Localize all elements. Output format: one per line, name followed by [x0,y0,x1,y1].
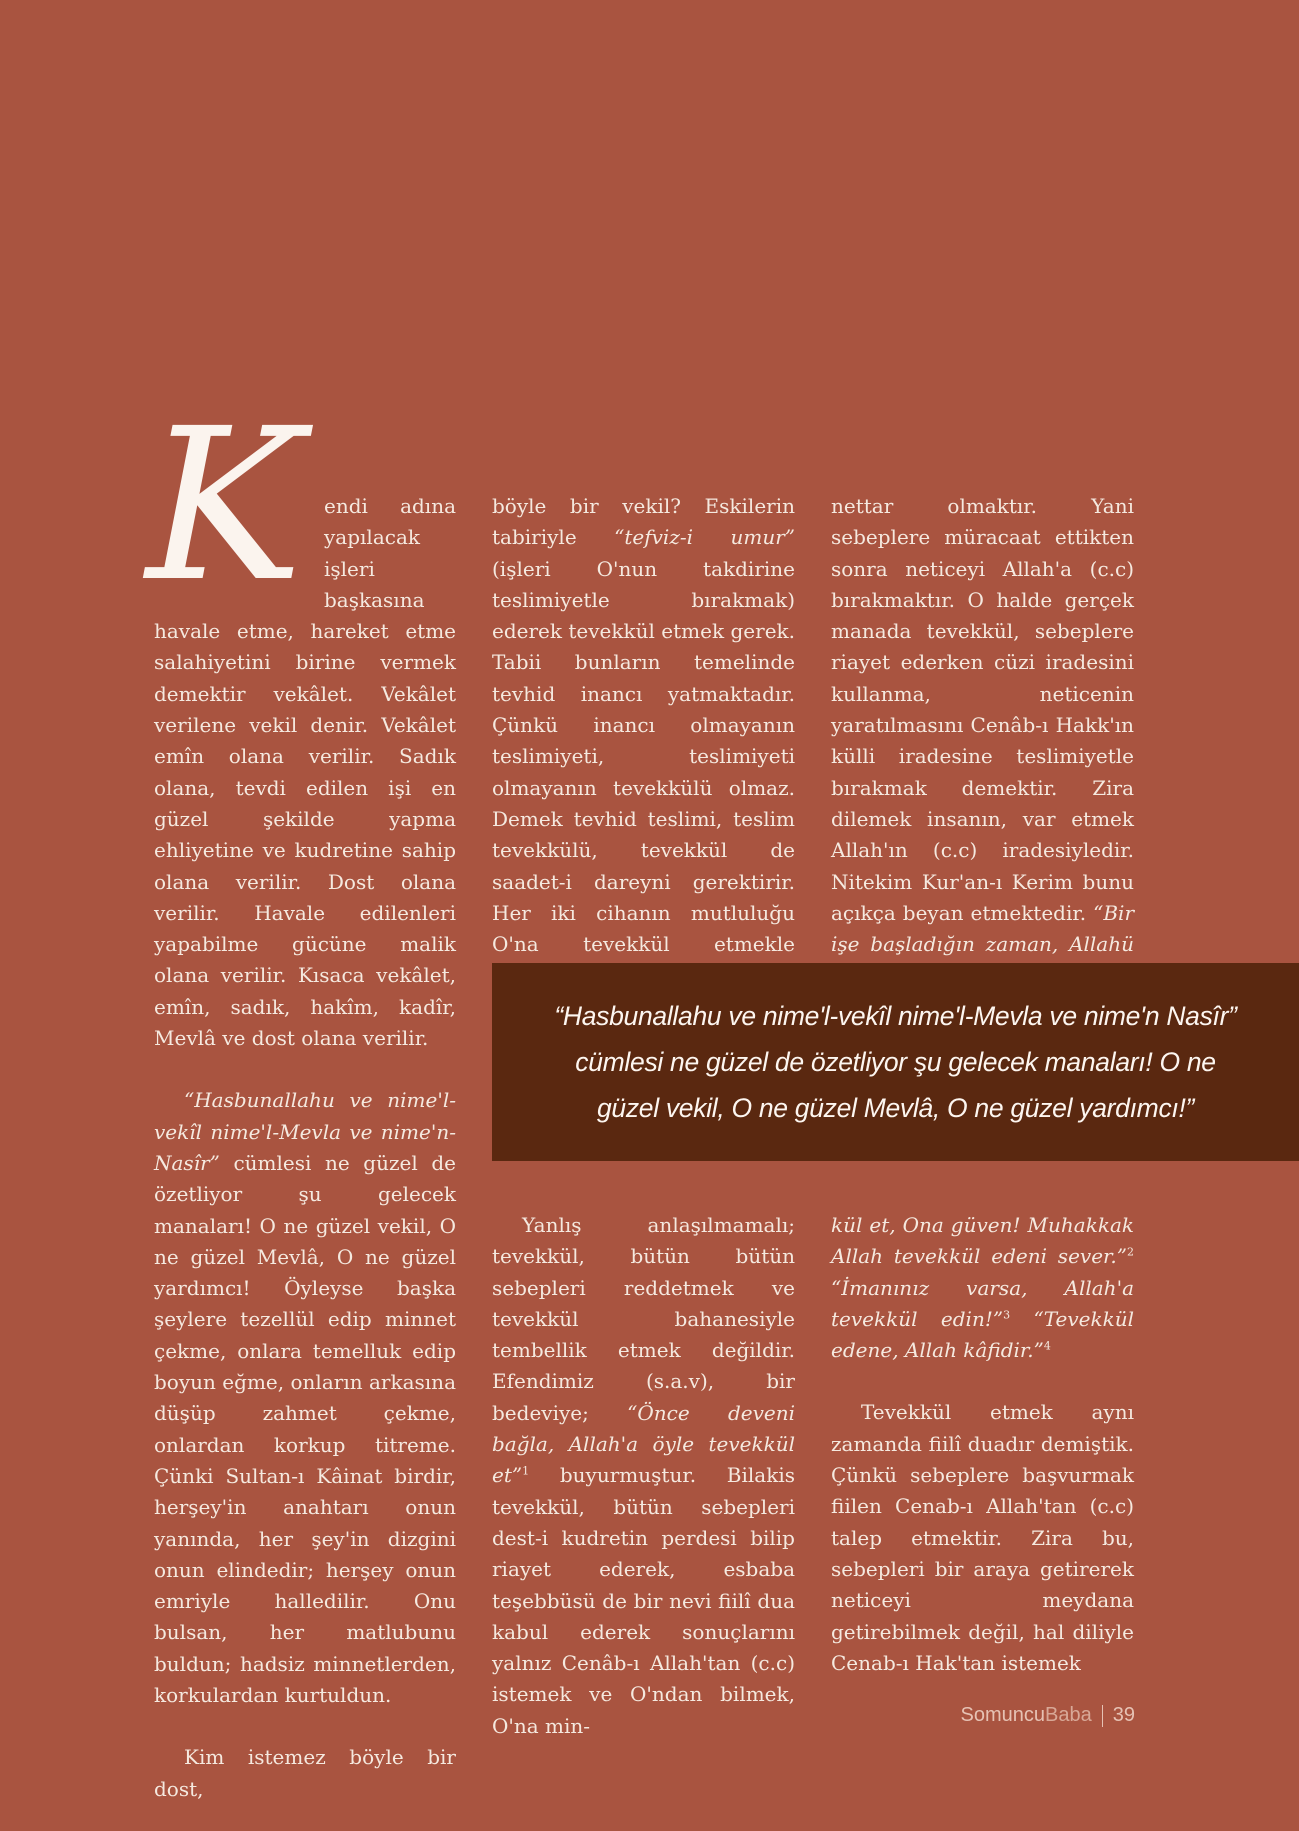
article-column-1 [146,383,456,1805]
footnote-ref: 4 [1043,1339,1051,1353]
magazine-brand-part1: Somuncu [960,1704,1046,1726]
inline-quote: “Tevekkül edene, Allah kâfidir.” [831,1306,1135,1363]
paragraph-text: cümlesi ne güzel de özetliyor şu gelecek manaları! O ne güzel vekil, O ne güzel Mevlâ, O ne güzel yardımcı! Öyleyse başka şeylere tezellül edip minnet çekme, onlara temelluk edip boyun eğme, onların arkasına düşüp zahmet çekme, onlardan korkup titreme. Çünki Sultan-ı Kâinat birdir, herşey'in anahtarı onun yanında, her şey'in dizgini onun elindedir; herşey onun emriyle halledilir. Onu bulsan, her matlubunu buldun; hadsiz minnetlerden, korkulardan kurtuldun. [154,1150,456,1707]
paragraph [492,1210,795,1742]
inline-quote: “Önce deveni bağla, Allah'a öyle tevekkül et” [492,1400,796,1488]
article-column-3-top [831,491,1134,992]
footnote-ref: 2 [1127,1245,1134,1259]
paragraph-text: Yanlış anlaşılmamalı; tevekkül, bütün bütün sebepleri reddetmek ve tevekkül bahanesiyle tembellik etmek değildir. Efendimiz (s.a.v), bir bedeviye; [492,1213,795,1425]
paragraph: Kim istemez böyle bir dost, [154,1745,456,1801]
inline-quote: “Bir işe başladığın zaman, Allahü [831,900,1135,957]
paragraph-text: nettar olmaktır. Yani sebeplere müracaat ettikten sonra neticeyi Allah'a (c.c) bırakmaktır. O halde gerçek manada tevekkül, sebeplere riayet ederken cüzi iradesini kullanma, neticenin yaratılmasını Cenâb-ı Hakk'ın külli iradesine teslimiyetle bırakmak demektir. Zira dilemek insanın, var etmek Allah'ın (c.c) iradesiyledir. Nitekim Kur'an-ı Kerim bunu açıkça beyan etmektedir. [831,494,1134,925]
paragraph-text: buyurmuştur. Bilakis tevekkül, bütün sebepleri dest-i kudretin perdesi bilip riayet ederek, esbaba teşebbüsü de bir nevi fiilî dua kabul ederek sonuçlarını yalnız Cenâb-ı Allah'tan (c.c) istemek ve O'ndan bilmek, O'na min- [492,1463,795,1738]
footnote-ref: 3 [1003,1308,1011,1322]
footnote-ref: 1 [522,1464,530,1478]
dropcap-letter: K [146,383,303,628]
paragraph: Tevekkül etmek aynı zamanda fiilî duadır demiştik. Çünkü sebeplere başvurmak fiilen Cenab-ı Allah'tan (c.c) talep etmektir. Zira bu, sebepleri bir araya getirerek neticeyi meydana getirebilmek değil, hal diliyle Cenab-ı Hak'tan istemek [831,1400,1134,1675]
page-footer [961,1704,1135,1727]
article-column-3-bottom [831,1210,1134,1679]
pull-quote-text: “Hasbunallahu ve nime'l-vekîl nime'l-Mevla ve nime'n Nasîr” cümlesi ne güzel de özetliyor şu gelecek manaları! O ne güzel vekil, O ne güzel Mevlâ, O ne güzel yardımcı!” [554,1001,1237,1123]
inline-quote: “İmanınız varsa, Allah'a tevekkül edin!” [831,1275,1134,1331]
magazine-brand-part2: Baba [1045,1704,1092,1726]
article-column-2-top [492,491,795,992]
paragraph [492,491,795,992]
paragraph-text: böyle bir vekil? Eskilerin tabiriyle [492,494,795,550]
paragraph-text: (işleri O'nun takdirine teslimiyetle bırakmak) ederek tevekkül etmek gerek. Tabii bunların temelinde tevhid inancı yatmaktadır. Çünkü inancı olmayanın teslimiyeti, teslimiyeti olmayanın tevekkülü olmaz. Demek tevhid teslimi, teslim tevekkülü, tevekkül de saadet-i dareyni gerektirir. Her iki cihanın mutluluğu O'na tevekkül etmekle [492,556,795,957]
article-column-2-bottom [492,1210,795,1742]
inline-quote: “tefviz-i umur” [614,525,795,550]
pull-quote-band [492,963,1299,1161]
first-paragraph [146,383,456,1054]
dropcap-container [146,383,322,628]
page-number: 39 [1112,1704,1135,1726]
paragraph-text: endi adına yapılacak işleri başkasına havale etme, hareket etme salahiyetini birine vermek demektir vekâlet. Vekâlet verilene vekil denir. Vekâlet emîn olana verilir. Sadık olana, tevdi edilen işi en güzel şekilde yapma ehliyetine ve kudretine sahip olana verilir. Dost olana verilir. Havale edilenleri yapabilme gücüne malik olana verilir. Kısaca vekâlet, emîn, sadık, hakîm, kadîr, Mevlâ ve dost olana verilir. [154,494,456,1051]
paragraph [831,491,1134,992]
footer-divider [1102,1705,1103,1727]
inline-quote: “Hasbunallahu ve nime'l-vekîl nime'l-Mevla ve nime'n-Nasîr” [154,1088,456,1175]
paragraph [831,1210,1134,1366]
inline-quote: kül et, Ona güven! Muhakkak Allah tevekkül edeni sever.” [831,1213,1134,1269]
quote-paragraph [154,1085,456,1711]
